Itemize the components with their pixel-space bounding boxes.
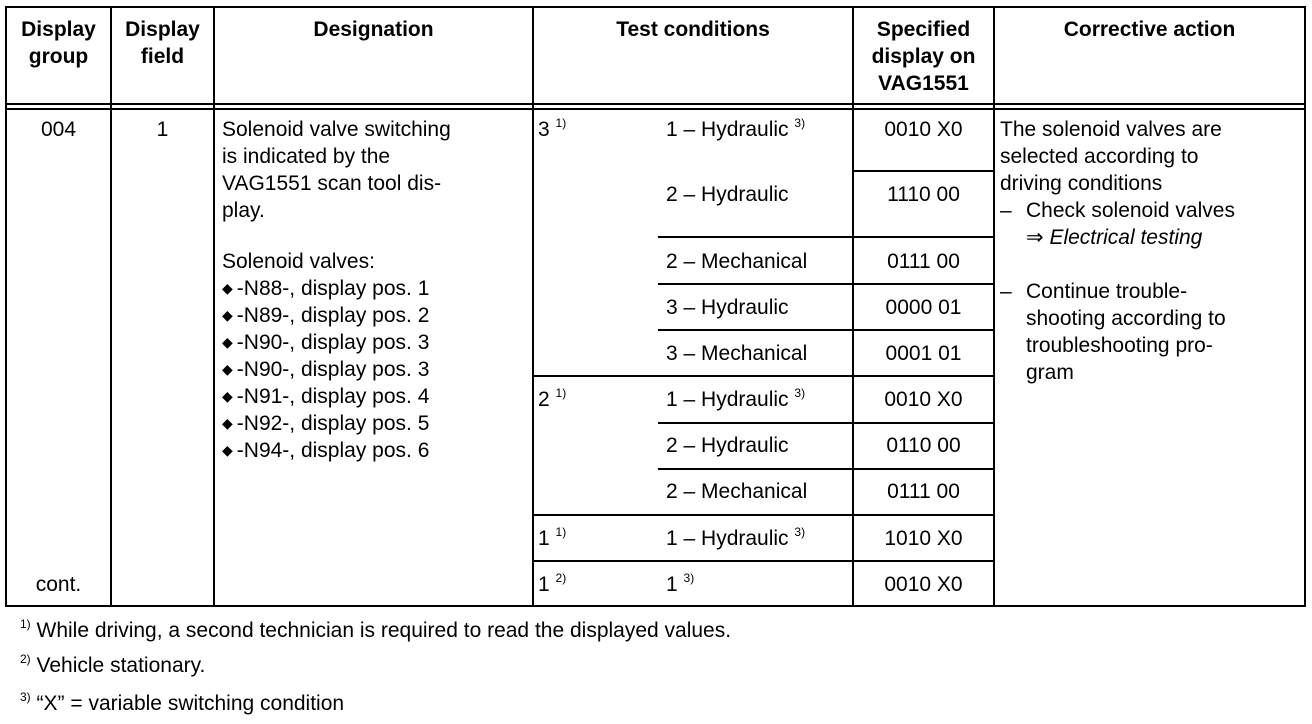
condition-cell: 2 – Mechanical [666, 250, 808, 273]
header-test-conditions: Test conditions [616, 18, 770, 41]
display-field-value: 1 [156, 118, 169, 141]
list-item: ◆ -N90-, display pos. 3 [222, 358, 430, 381]
display-cell: 1110 00 [887, 183, 960, 206]
electrical-testing-link[interactable]: Electrical testing [1049, 226, 1203, 249]
condition-cell: 1 – Hydraulic $^{3)}$ [666, 386, 806, 411]
condition-cell: 1 – Hydraulic $^{3)}$ [666, 116, 806, 141]
condition-cell: 1 – Hydraulic $^{3)}$ [666, 525, 806, 550]
header-designation: Designation [313, 18, 434, 41]
list-item: ◆ -N91-, display pos. 4 [222, 385, 430, 408]
header-display-field: Display field [125, 18, 200, 68]
header-display-group: Display group [21, 18, 96, 68]
display-cell: 0010 X0 [884, 573, 963, 596]
display-group-value: 004 [40, 118, 77, 141]
header-specified-display: Specified display on VAG1551 [871, 18, 976, 95]
gear-label: 3 $^{1)}$ [538, 116, 567, 141]
list-item: ◆ -N94-, display pos. 6 [222, 439, 430, 462]
diamond-bullet-icon: ◆ [222, 415, 233, 431]
diamond-bullet-icon: ◆ [222, 334, 233, 350]
gear-label: 1 $^{1)}$ [538, 525, 567, 550]
diamond-bullet-icon: ◆ [222, 280, 233, 296]
condition-cell: 3 – Hydraulic [666, 296, 789, 319]
diamond-bullet-icon: ◆ [222, 307, 233, 323]
condition-cell: 3 – Mechanical [666, 342, 808, 365]
diamond-bullet-icon: ◆ [222, 361, 233, 377]
header-corrective-action: Corrective action [1063, 18, 1236, 41]
list-item: ◆ -N90-, display pos. 3 [222, 331, 430, 354]
list-item: ◆ -N88-, display pos. 1 [222, 277, 430, 300]
display-cell: 0010 X0 [884, 118, 963, 141]
footnote: $^{2)}$ Vehicle stationary. [20, 652, 206, 677]
valves-title: Solenoid valves: [222, 250, 375, 273]
display-cell: 0000 01 [885, 296, 962, 319]
gear-label: 2 $^{1)}$ [538, 386, 567, 411]
dash-bullet: – [1000, 199, 1012, 222]
display-cell: 0110 00 [886, 434, 961, 457]
diamond-bullet-icon: ◆ [222, 388, 233, 404]
list-item: ◆ -N89-, display pos. 2 [222, 304, 430, 327]
condition-cell: 2 – Mechanical [666, 480, 808, 503]
footnote: $^{3)}$ “X” = variable switching condition [20, 690, 345, 715]
diamond-bullet-icon: ◆ [222, 442, 233, 458]
corrective-action-text: The solenoid valves are selected according to driving conditions – Check solenoid valves ⇒ Electrical testing – Continue trouble- shooting according to troubleshooting pro- gram [1000, 118, 1235, 384]
display-cell: 0111 00 [887, 250, 960, 273]
display-cell: 0111 00 [887, 480, 960, 503]
footnote: $^{1)}$ While driving, a second technician is required to read the displayed values. [20, 617, 732, 642]
condition-cell: 2 – Hydraulic [666, 434, 789, 457]
list-item: ◆ -N92-, display pos. 5 [222, 412, 430, 435]
display-cell: 0010 X0 [884, 388, 963, 411]
solenoid-valves-list [222, 248, 429, 464]
display-cell: 0001 01 [885, 342, 962, 365]
gear-label: 1 $^{2)}$ [538, 571, 567, 596]
display-group-cont: cont. [35, 573, 82, 596]
display-cell: 1010 X0 [884, 527, 963, 550]
arrow-right-icon: ⇒ [1026, 226, 1044, 249]
designation-text: Solenoid valve switching is indicated by the VAG1551 scan tool dis- play. [222, 118, 451, 222]
dash-bullet: – [1000, 280, 1012, 303]
condition-cell: 1 $^{3)}$ [666, 571, 695, 596]
condition-cell: 2 – Hydraulic [666, 183, 789, 206]
